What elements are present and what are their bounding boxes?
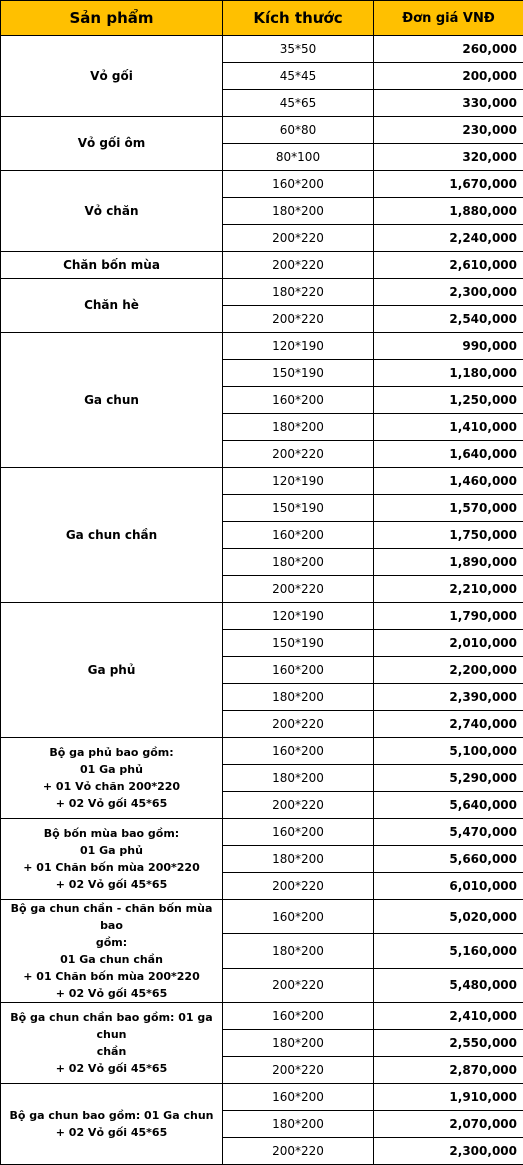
price-cell: 5,470,000 bbox=[374, 819, 523, 846]
size-cell: 180*200 bbox=[223, 198, 374, 225]
size-cell: 45*65 bbox=[223, 90, 374, 117]
price-cell: 2,070,000 bbox=[374, 1111, 523, 1138]
size-cell: 160*200 bbox=[223, 387, 374, 414]
size-cell: 200*220 bbox=[223, 441, 374, 468]
price-cell: 1,250,000 bbox=[374, 387, 523, 414]
price-cell: 2,300,000 bbox=[374, 1138, 523, 1165]
size-cell: 180*200 bbox=[223, 846, 374, 873]
product-name-line: + 01 Vỏ chăn 200*220 bbox=[5, 778, 218, 795]
size-cell: 60*80 bbox=[223, 117, 374, 144]
product-name-cell bbox=[1, 171, 223, 252]
product-name-cell bbox=[1, 603, 223, 738]
table-row bbox=[1, 468, 523, 495]
size-cell: 160*200 bbox=[223, 1003, 374, 1030]
product-name-line: + 02 Vỏ gối 45*65 bbox=[5, 795, 218, 812]
size-cell: 120*190 bbox=[223, 603, 374, 630]
price-cell: 2,240,000 bbox=[374, 225, 523, 252]
price-cell: 2,610,000 bbox=[374, 252, 523, 279]
header-size: Kích thước bbox=[223, 1, 374, 36]
product-name-line: Bộ bốn mùa bao gồm: bbox=[5, 825, 218, 842]
table-row bbox=[1, 36, 523, 63]
size-cell: 160*200 bbox=[223, 900, 374, 934]
product-name-line: Bộ ga phủ bao gồm: bbox=[5, 744, 218, 761]
price-cell: 1,570,000 bbox=[374, 495, 523, 522]
price-cell: 1,880,000 bbox=[374, 198, 523, 225]
size-cell: 160*200 bbox=[223, 738, 374, 765]
size-cell: 180*200 bbox=[223, 934, 374, 968]
product-name-line: 01 Ga phủ bbox=[5, 761, 218, 778]
table-row bbox=[1, 603, 523, 630]
product-name-cell bbox=[1, 117, 223, 171]
product-name-line: Ga chun bbox=[5, 392, 218, 409]
product-name-cell bbox=[1, 333, 223, 468]
product-name-line: + 02 Vỏ gối 45*65 bbox=[5, 876, 218, 893]
price-cell: 200,000 bbox=[374, 63, 523, 90]
price-cell: 5,020,000 bbox=[374, 900, 523, 934]
product-name-line: Ga phủ bbox=[5, 662, 218, 679]
table-body bbox=[1, 36, 523, 1165]
price-cell: 260,000 bbox=[374, 36, 523, 63]
size-cell: 200*220 bbox=[223, 252, 374, 279]
size-cell: 120*190 bbox=[223, 468, 374, 495]
price-cell: 1,790,000 bbox=[374, 603, 523, 630]
product-name-line: Vỏ gối ôm bbox=[5, 135, 218, 152]
size-cell: 45*45 bbox=[223, 63, 374, 90]
table-row bbox=[1, 1084, 523, 1111]
size-cell: 180*200 bbox=[223, 765, 374, 792]
size-cell: 200*220 bbox=[223, 306, 374, 333]
table-row bbox=[1, 900, 523, 934]
size-cell: 80*100 bbox=[223, 144, 374, 171]
product-name-cell bbox=[1, 738, 223, 819]
size-cell: 150*190 bbox=[223, 495, 374, 522]
product-name-line: + 02 Vỏ gối 45*65 bbox=[5, 1124, 218, 1141]
size-cell: 180*200 bbox=[223, 1030, 374, 1057]
price-cell: 1,750,000 bbox=[374, 522, 523, 549]
product-name-line: Ga chun chần bbox=[5, 527, 218, 544]
size-cell: 35*50 bbox=[223, 36, 374, 63]
price-cell: 990,000 bbox=[374, 333, 523, 360]
price-cell: 1,180,000 bbox=[374, 360, 523, 387]
size-cell: 180*200 bbox=[223, 414, 374, 441]
header-price: Đơn giá VNĐ bbox=[374, 1, 523, 36]
price-cell: 330,000 bbox=[374, 90, 523, 117]
table-row bbox=[1, 819, 523, 846]
table-row bbox=[1, 333, 523, 360]
product-name-line: Bộ ga chun bao gồm: 01 Ga chun bbox=[5, 1107, 218, 1124]
product-name-line: Chăn hè bbox=[5, 297, 218, 314]
product-name-cell bbox=[1, 36, 223, 117]
price-cell: 2,390,000 bbox=[374, 684, 523, 711]
table-row bbox=[1, 1003, 523, 1030]
product-name-line: Vỏ gối bbox=[5, 68, 218, 85]
size-cell: 200*220 bbox=[223, 576, 374, 603]
price-cell: 2,870,000 bbox=[374, 1057, 523, 1084]
price-cell: 6,010,000 bbox=[374, 873, 523, 900]
price-cell: 320,000 bbox=[374, 144, 523, 171]
size-cell: 180*220 bbox=[223, 279, 374, 306]
header-row bbox=[1, 1, 523, 36]
size-cell: 200*220 bbox=[223, 711, 374, 738]
product-name-cell bbox=[1, 279, 223, 333]
product-name-line: Bộ ga chun chần - chăn bốn mùa bao bbox=[5, 900, 218, 934]
size-cell: 160*200 bbox=[223, 171, 374, 198]
price-cell: 2,200,000 bbox=[374, 657, 523, 684]
product-name-line: + 01 Chăn bốn mùa 200*220 bbox=[5, 968, 218, 985]
price-cell: 1,910,000 bbox=[374, 1084, 523, 1111]
product-name-line: Bộ ga chun chần bao gồm: 01 ga chun bbox=[5, 1009, 218, 1043]
product-name-cell bbox=[1, 1003, 223, 1084]
product-name-cell bbox=[1, 468, 223, 603]
size-cell: 160*200 bbox=[223, 657, 374, 684]
price-cell: 2,010,000 bbox=[374, 630, 523, 657]
price-cell: 5,480,000 bbox=[374, 968, 523, 1002]
price-cell: 1,460,000 bbox=[374, 468, 523, 495]
size-cell: 160*200 bbox=[223, 1084, 374, 1111]
product-name-line: + 02 Vỏ gối 45*65 bbox=[5, 1060, 218, 1077]
price-cell: 2,540,000 bbox=[374, 306, 523, 333]
table-row bbox=[1, 738, 523, 765]
size-cell: 180*200 bbox=[223, 684, 374, 711]
price-cell: 1,670,000 bbox=[374, 171, 523, 198]
price-cell: 230,000 bbox=[374, 117, 523, 144]
price-cell: 2,550,000 bbox=[374, 1030, 523, 1057]
size-cell: 150*190 bbox=[223, 630, 374, 657]
table-row bbox=[1, 279, 523, 306]
product-name-cell bbox=[1, 819, 223, 900]
size-cell: 200*220 bbox=[223, 968, 374, 1002]
product-name-line: Vỏ chăn bbox=[5, 203, 218, 220]
header-product: Sản phẩm bbox=[1, 1, 223, 36]
size-cell: 160*200 bbox=[223, 522, 374, 549]
price-cell: 5,100,000 bbox=[374, 738, 523, 765]
table-row bbox=[1, 171, 523, 198]
size-cell: 180*200 bbox=[223, 549, 374, 576]
product-name-line: + 02 Vỏ gối 45*65 bbox=[5, 985, 218, 1002]
size-cell: 200*220 bbox=[223, 873, 374, 900]
price-cell: 2,210,000 bbox=[374, 576, 523, 603]
price-cell: 2,410,000 bbox=[374, 1003, 523, 1030]
product-name-line: 01 Ga chun chần bbox=[5, 951, 218, 968]
price-cell: 5,160,000 bbox=[374, 934, 523, 968]
product-name-cell bbox=[1, 1084, 223, 1165]
table-row bbox=[1, 252, 523, 279]
size-cell: 120*190 bbox=[223, 333, 374, 360]
product-name-line: Chăn bốn mùa bbox=[5, 257, 218, 274]
size-cell: 200*220 bbox=[223, 792, 374, 819]
price-cell: 5,290,000 bbox=[374, 765, 523, 792]
price-cell: 2,740,000 bbox=[374, 711, 523, 738]
product-name-line: gồm: bbox=[5, 934, 218, 951]
price-cell: 1,640,000 bbox=[374, 441, 523, 468]
price-cell: 5,640,000 bbox=[374, 792, 523, 819]
size-cell: 160*200 bbox=[223, 819, 374, 846]
product-name-cell bbox=[1, 900, 223, 1003]
size-cell: 200*220 bbox=[223, 225, 374, 252]
product-name-cell bbox=[1, 252, 223, 279]
price-cell: 5,660,000 bbox=[374, 846, 523, 873]
table-row bbox=[1, 117, 523, 144]
size-cell: 180*200 bbox=[223, 1111, 374, 1138]
product-name-line: chần bbox=[5, 1043, 218, 1060]
size-cell: 200*220 bbox=[223, 1138, 374, 1165]
size-cell: 150*190 bbox=[223, 360, 374, 387]
product-name-line: + 01 Chăn bốn mùa 200*220 bbox=[5, 859, 218, 876]
size-cell: 200*220 bbox=[223, 1057, 374, 1084]
price-cell: 2,300,000 bbox=[374, 279, 523, 306]
price-cell: 1,410,000 bbox=[374, 414, 523, 441]
product-name-line: 01 Ga phủ bbox=[5, 842, 218, 859]
price-cell: 1,890,000 bbox=[374, 549, 523, 576]
